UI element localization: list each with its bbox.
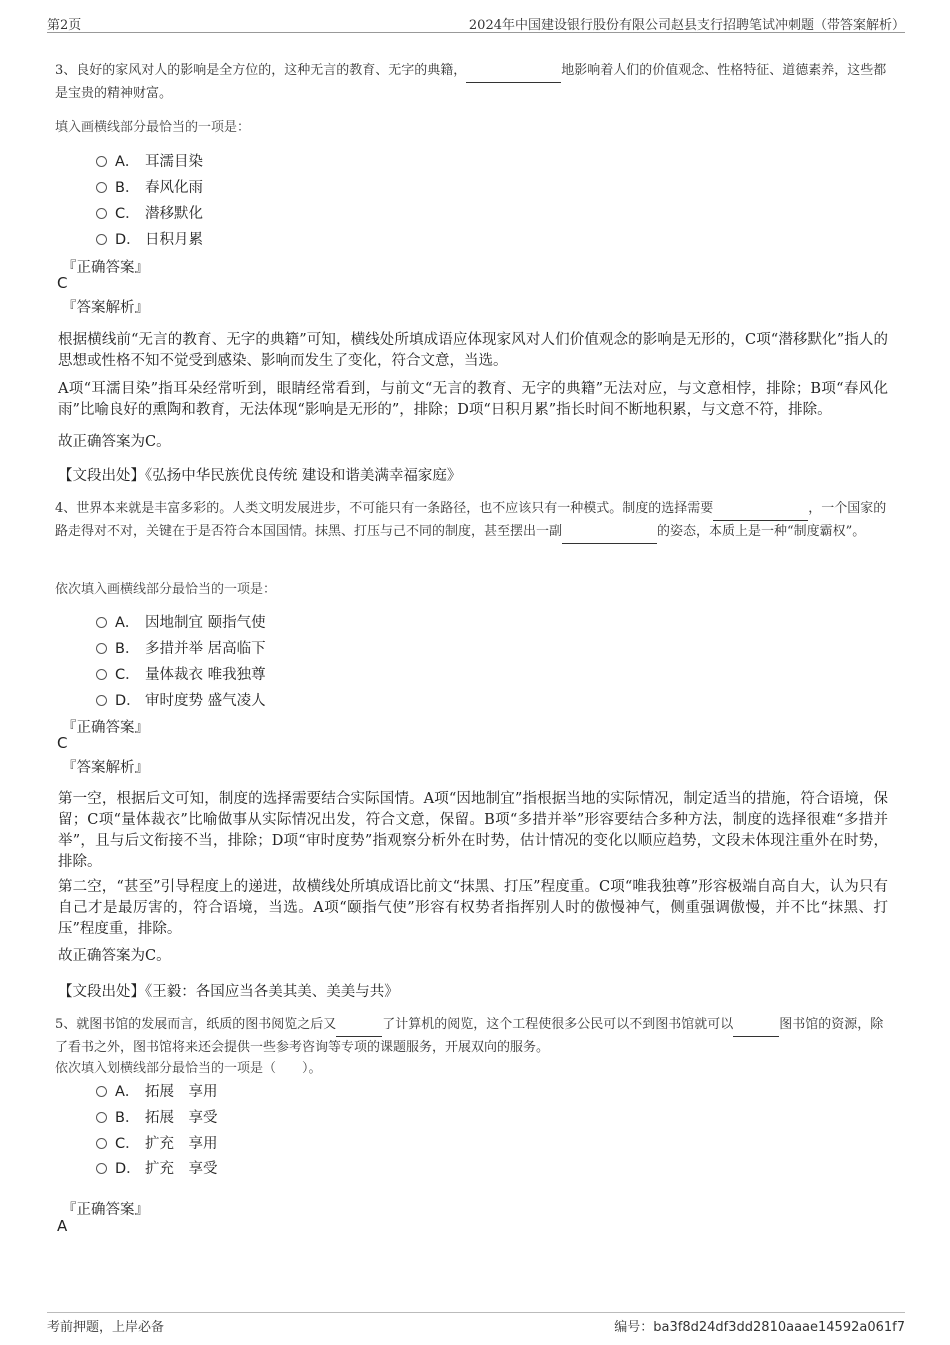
blank [562,521,657,544]
blank [733,1014,779,1037]
option-d[interactable]: D． 审时度势 盛气凌人 [96,689,266,710]
option-c[interactable]: C． 潜移默化 [96,202,203,223]
page-footer [47,1312,905,1335]
radio-icon[interactable] [96,643,107,654]
radio-icon[interactable] [96,234,107,245]
radio-icon[interactable] [96,208,107,219]
radio-icon[interactable] [96,1138,107,1149]
blank [713,498,808,521]
analysis-paragraph: 故正确答案为C。 [58,948,171,964]
answer-label: 『正确答案』 [62,720,149,736]
analysis-paragraph: 根据横线前“无言的教育、无字的典籍”可知，横线处所填成语应体现家风对人们价值观念的影响是无形的，C项“潜移默化”指人的思想或性格不知不觉受到感染、影响而发生了变化，符合文意，当选。 [58,332,888,369]
question-3-text: 3、良好的家风对人的影响是全方位的，这种无言的教育、无字的典籍， 地影响着人们的价值观念、性格特征、道德素养，这些都是宝贵的精神财富。 [55,60,890,105]
analysis-paragraph: 第二空，“甚至”引导程度上的递进，故横线处所填成语比前文“抹黑、打压”程度重。C项“唯我独尊”形容极端自高自大，认为只有自己才是最厉害的，符合语境，当选。A项“颐指气使”形容有权势者指挥别人时的傲慢神气，侧重强调傲慢，并不比“抹黑、打压”程度重，排除。 [58,879,888,937]
option-d[interactable]: D． 扩充 享受 [96,1157,218,1178]
option-b[interactable]: B． 拓展 享受 [96,1106,218,1127]
option-c[interactable]: C． 量体裁衣 唯我独尊 [96,663,266,684]
blank [466,60,561,83]
option-a[interactable]: A． 拓展 享用 [96,1080,218,1101]
option-d[interactable]: D． 日积月累 [96,228,203,249]
question-5-prompt: 依次填入划横线部分最恰当的一项是（ ）。 [55,1061,322,1076]
radio-icon[interactable] [96,156,107,167]
answer-value: C [57,274,68,292]
answer-label: 『正确答案』 [62,1202,149,1218]
option-b[interactable]: B． 春风化雨 [96,176,203,197]
answer-value: A [57,1217,68,1235]
radio-icon[interactable] [96,669,107,680]
analysis-label: 『答案解析』 [62,760,149,776]
question-5-text: 5、就图书馆的发展而言，纸质的图书阅览之后又 了计算机的阅览，这个工程使很多公民可以不到图书馆就可以 图书馆的资源，除了看书之外，图书馆将来还会提供一些参考咨询等专项的课题服务，开展双向的服务。 [55,1014,890,1059]
radio-icon[interactable] [96,182,107,193]
radio-icon[interactable] [96,695,107,706]
question-4-prompt: 依次填入画横线部分最恰当的一项是： [55,582,277,597]
option-b[interactable]: B． 多措并举 居高临下 [96,637,266,658]
page-header [47,12,905,33]
analysis-paragraph: A项“耳濡目染”指耳朵经常听到，眼睛经常看到，与前文“无言的教育、无字的典籍”无法对应，与文意相悖，排除；B项“春风化雨”比喻良好的熏陶和教育，无法体现“影响是无形的”，排除；D项“日积月累”指长时间不断地积累，与文意不符，排除。 [58,381,888,418]
document-code: 编号：ba3f8d24df3dd2810aaae14592a061f7 [614,1320,905,1335]
document-title: 2024年中国建设银行股份有限公司赵县支行招聘笔试冲刺题（带答案解析） [468,18,905,33]
source-citation: 【文段出处】《王毅：各国应当各美其美、美美与共》 [58,984,399,1000]
answer-label: 『正确答案』 [62,260,149,276]
radio-icon[interactable] [96,1163,107,1174]
analysis-label: 『答案解析』 [62,300,149,316]
question-3-prompt: 填入画横线部分最恰当的一项是： [55,120,251,135]
analysis-paragraph: 故正确答案为C。 [58,434,171,450]
option-a[interactable]: A． 耳濡目染 [96,150,203,171]
radio-icon[interactable] [96,617,107,628]
blank [336,1014,382,1037]
radio-icon[interactable] [96,1112,107,1123]
radio-icon[interactable] [96,1086,107,1097]
page-number: 第2页 [47,18,82,33]
analysis-paragraph: 第一空，根据后文可知，制度的选择需要结合实际国情。A项“因地制宜”指根据当地的实际情况，制定适当的措施，符合语境，保留；C项“量体裁衣”比喻做事从实际情况出发，符合文意，保留。B项“多措并举”形容要结合多种方法，制度的选择很难“多措并举”，且与后文衔接不当，排除；D项“审时度势”指观察分析外在时势，估计情况的变化以顺应趋势，文段未体现注重外在时势，排除。 [58,791,888,870]
option-c[interactable]: C． 扩充 享用 [96,1132,218,1153]
answer-value: C [57,734,68,752]
footer-slogan: 考前押题，上岸必备 [47,1320,165,1335]
question-4-text: 4、世界本来就是丰富多彩的。人类文明发展进步，不可能只有一条路径，也不应该只有一种模式。制度的选择需要 ，一个国家的路走得对不对，关键在于是否符合本国国情。抹黑、打压与己不同的制度，甚至摆出一副 的姿态，本质上是一种“制度霸权”。 [55,498,890,544]
option-a[interactable]: A． 因地制宜 颐指气使 [96,611,266,632]
source-citation: 【文段出处】《弘扬中华民族优良传统 建设和谐美满幸福家庭》 [58,468,462,484]
